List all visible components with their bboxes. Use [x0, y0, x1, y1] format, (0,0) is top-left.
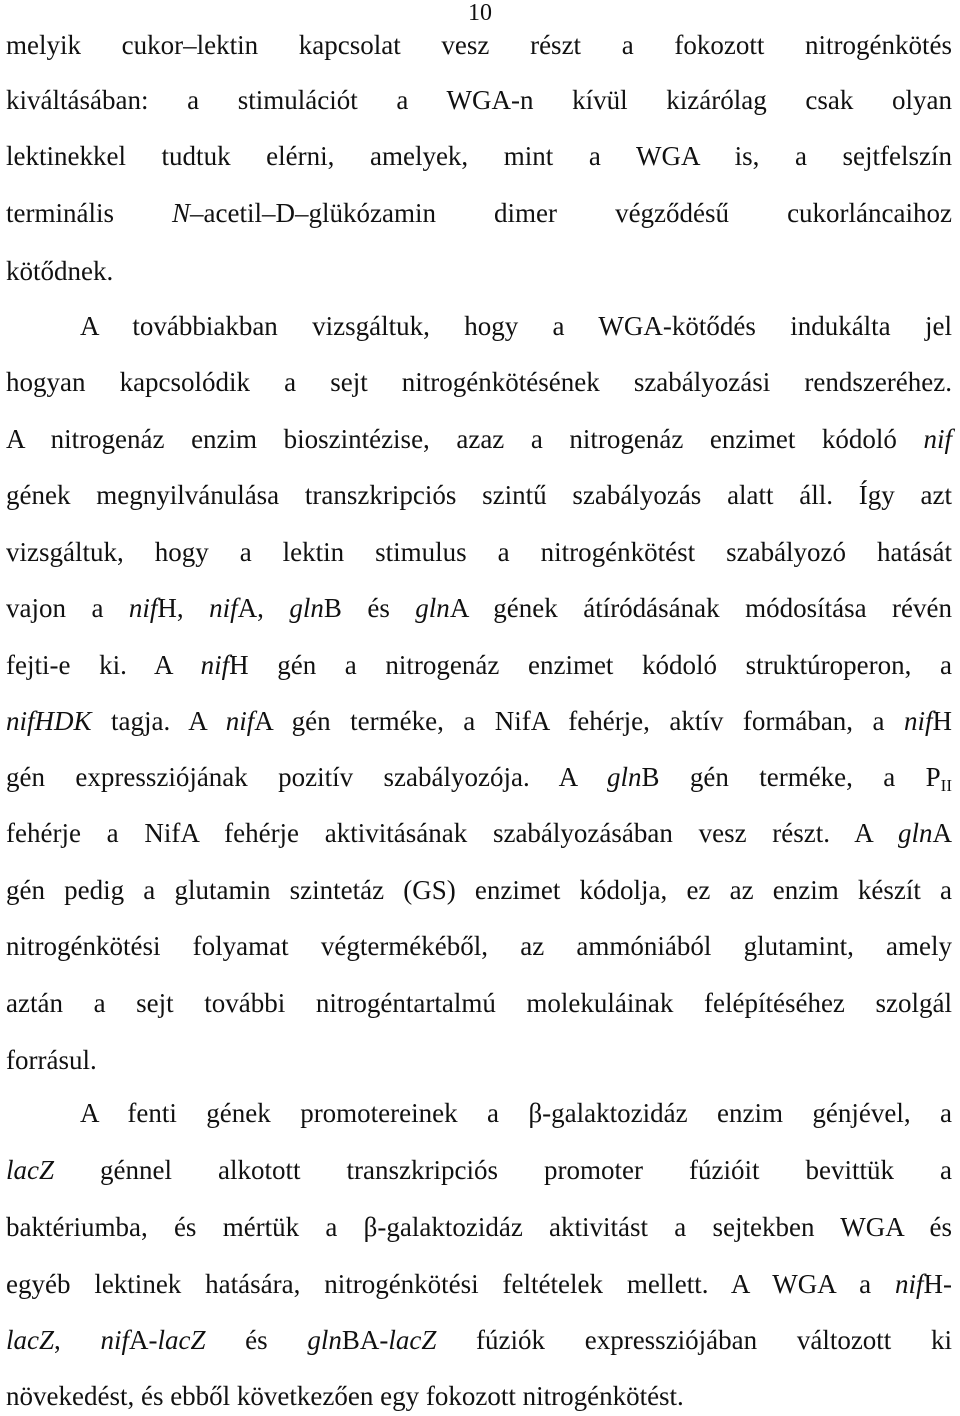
text-span: –glükózamin dimer végződésű cukorláncaihoz — [295, 198, 952, 228]
text-span: gén expressziójának pozitív szabályozója. A — [6, 762, 607, 792]
text-span: vizsgáltuk, hogy a lektin stimulus a nitrogénkötést szabályozó hatását — [6, 537, 952, 567]
text-span: terminális — [6, 198, 173, 228]
text-line — [6, 645, 952, 685]
small-caps-span: D — [275, 198, 296, 228]
text-span: fehérje a NifA fehérje aktivitásának szabályozásában vesz részt. A — [6, 818, 898, 848]
text-line — [6, 1150, 952, 1190]
text-span: –acetil– — [190, 198, 276, 228]
text-span: H- — [923, 1269, 952, 1299]
text-span: hogyan kapcsolódik a sejt nitrogénkötésének szabályozási rendszeréhez. — [6, 367, 952, 397]
text-line — [6, 1207, 952, 1247]
text-span: lektin kapcsolat vesz részt a fokozott nitrogénkötés — [196, 30, 952, 60]
italic-span: gln — [289, 593, 324, 623]
text-line — [6, 80, 952, 120]
italic-span: nif — [923, 424, 952, 454]
text-span: B gén terméke, a P — [641, 762, 941, 792]
text-span: gén pedig a glutamin szintetáz (GS) enzimet kódolja, ez az enzim készít a — [6, 875, 952, 905]
text-line — [80, 1093, 952, 1133]
page-number: 10 — [468, 0, 492, 26]
italic-span: lacZ — [157, 1325, 206, 1355]
text-line — [6, 1376, 952, 1416]
italic-span: gln — [415, 593, 450, 623]
text-span: melyik cukor — [6, 30, 184, 60]
text-span: génnel alkotott transzkripciós promoter fúzióit bevittük a — [54, 1155, 952, 1185]
text-span: A- — [128, 1325, 158, 1355]
italic-span: nif — [894, 1269, 924, 1299]
text-line — [6, 813, 952, 853]
text-span: A nitrogenáz enzim bioszintézise, azaz a nitrogenáz enzimet kódoló — [6, 424, 924, 454]
text-span: tagja. A — [91, 706, 226, 736]
text-span: A fenti gének promotereinek a β-galaktozidáz enzim génjével, a — [80, 1098, 952, 1128]
text-span: A továbbiakban vizsgáltuk, hogy a WGA-kötődés indukálta jel — [80, 311, 952, 341]
text-line — [6, 983, 952, 1023]
text-line — [6, 475, 952, 515]
text-line — [6, 251, 952, 291]
italic-span: gln — [897, 818, 933, 848]
text-span: BA- — [341, 1325, 389, 1355]
italic-span: lacZ — [6, 1155, 55, 1185]
text-span: kötődnek. — [6, 256, 114, 286]
text-span: A, — [237, 593, 290, 623]
text-line — [6, 1320, 952, 1360]
text-span: A — [932, 818, 952, 848]
text-span: H — [932, 706, 952, 736]
text-span: lektinekkel tudtuk elérni, amelyek, mint a WGA is, a sejtfelszín — [6, 141, 952, 171]
text-line — [6, 1264, 952, 1304]
text-line — [6, 757, 952, 806]
italic-span: nif — [100, 1325, 129, 1355]
italic-span: N — [172, 198, 191, 228]
text-line — [6, 588, 952, 628]
text-span: vajon a — [6, 593, 129, 623]
text-span: H gén a nitrogenáz enzimet kódoló struktúroperon, a — [229, 650, 952, 680]
italic-span: nif — [128, 593, 158, 623]
text-span: – — [183, 30, 197, 60]
text-line — [6, 25, 952, 65]
italic-span: gln — [307, 1325, 342, 1355]
text-span: B és — [323, 593, 416, 623]
text-span: fejti-e ki. A — [6, 650, 201, 680]
text-span: nitrogénkötési folyamat végtermékéből, az ammóniából glutamint, amely — [6, 931, 952, 961]
text-span: kiváltásában: a stimulációt a WGA-n kívül kizárólag csak olyan — [6, 85, 952, 115]
italic-span: nif — [6, 706, 35, 736]
text-line — [6, 532, 952, 572]
text-line — [6, 419, 952, 459]
italic-span: lacZ — [388, 1325, 437, 1355]
text-line — [6, 926, 952, 966]
italic-span: nif — [209, 593, 238, 623]
text-line — [6, 136, 952, 176]
text-span: egyéb lektinek hatására, nitrogénkötési feltételek mellett. A WGA a — [6, 1269, 895, 1299]
text-span: , — [54, 1325, 101, 1355]
text-line — [80, 306, 952, 346]
italic-span: nif — [200, 650, 230, 680]
text-line — [6, 193, 952, 233]
italic-span: gln — [606, 762, 642, 792]
text-line — [6, 701, 952, 741]
text-span: növekedést, és ebből következően egy fokozott nitrogénkötést. — [6, 1381, 684, 1411]
text-span: A gének átíródásának módosítása révén — [449, 593, 953, 623]
text-line — [6, 362, 952, 402]
text-span: fúziók expressziójában változott ki — [436, 1325, 952, 1355]
italic-span: nif — [903, 706, 933, 736]
text-span: H, — [157, 593, 210, 623]
text-span: aztán a sejt további nitrogéntartalmú molekuláinak felépítéséhez szolgál — [6, 988, 952, 1018]
italic-span: nif — [225, 706, 255, 736]
italic-span: HDK — [34, 706, 92, 736]
text-line — [6, 1040, 952, 1080]
text-span: baktériumba, és mértük a β-galaktozidáz aktivitást a sejtekben WGA és — [6, 1212, 952, 1242]
text-span: gének megnyilvánulása transzkripciós szintű szabályozás alatt áll. Így azt — [6, 480, 952, 510]
italic-span: lacZ — [6, 1325, 55, 1355]
text-line — [6, 870, 952, 910]
text-span: és — [205, 1325, 308, 1355]
text-span: forrásul. — [6, 1045, 97, 1075]
text-span: A gén terméke, a NifA fehérje, aktív formában, a — [254, 706, 904, 736]
subscript: II — [940, 776, 952, 795]
